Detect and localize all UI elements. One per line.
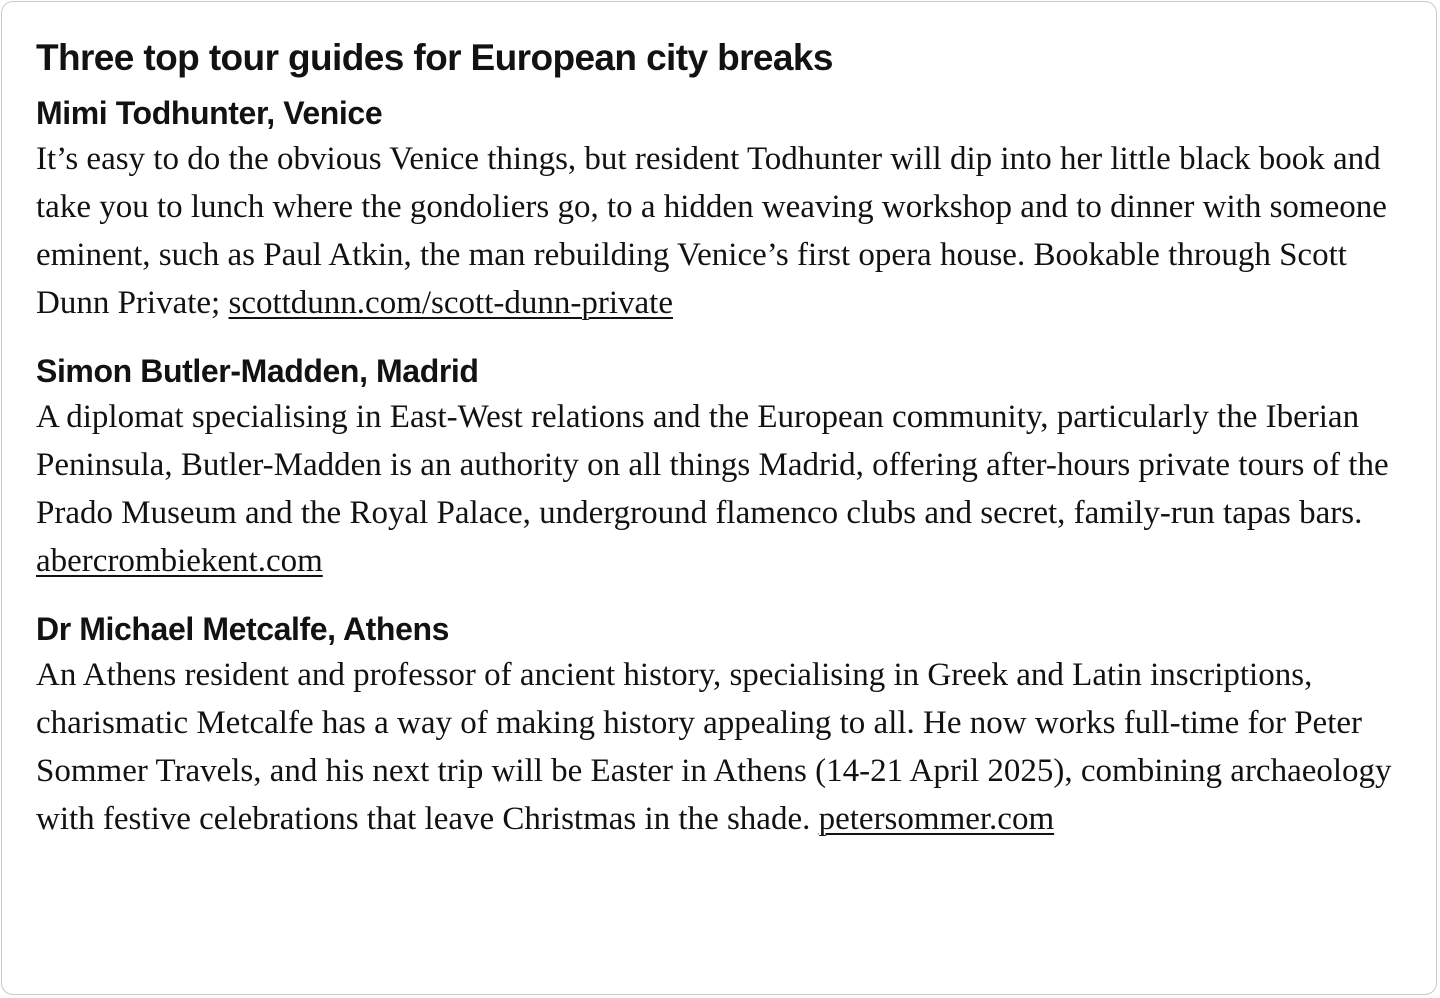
guide-booking-link[interactable]: petersommer.com <box>818 801 1055 837</box>
guide-description <box>36 651 1404 843</box>
guide-description-text: It’s easy to do the obvious Venice things, but resident Todhunter will dip into her little black book and take you to lunch where the gondoliers go, to a hidden weaving workshop and to dinner with someone eminent, such as Paul Atkin, the man rebuilding Venice’s first opera house. Bookable through Scott Dunn Private; <box>36 141 1387 321</box>
guide-athens <box>36 607 1404 843</box>
guide-description-text: A diplomat specialising in East-West relations and the European community, particularly the Iberian Peninsula, Butler-Madden is an authority on all things Madrid, offering after-hours private tours of the Prado Museum and the Royal Palace, underground flamenco clubs and secret, family-run tapas bars. <box>36 399 1389 531</box>
article-card <box>1 1 1437 995</box>
guide-description <box>36 393 1404 585</box>
guide-name: Simon Butler-Madden, Madrid <box>36 353 479 389</box>
guide-description <box>36 135 1404 327</box>
guide-booking-link[interactable]: scottdunn.com/scott-dunn-private <box>228 285 673 321</box>
guide-booking-link[interactable]: abercrombiekent.com <box>36 543 323 579</box>
guide-name: Mimi Todhunter, Venice <box>36 95 383 131</box>
article-title: Three top tour guides for European city breaks <box>36 37 833 78</box>
guide-name: Dr Michael Metcalfe, Athens <box>36 611 450 647</box>
guide-venice <box>36 91 1404 327</box>
guide-madrid <box>36 349 1404 585</box>
guide-description-text: An Athens resident and professor of ancient history, specialising in Greek and Latin inscriptions, charismatic Metcalfe has a way of making history appealing to all. He now works full-time for Peter Sommer Travels, and his next trip will be Easter in Athens (14-21 April 2025), combining archaeology with festive celebrations that leave Christmas in the shade. <box>36 657 1392 837</box>
